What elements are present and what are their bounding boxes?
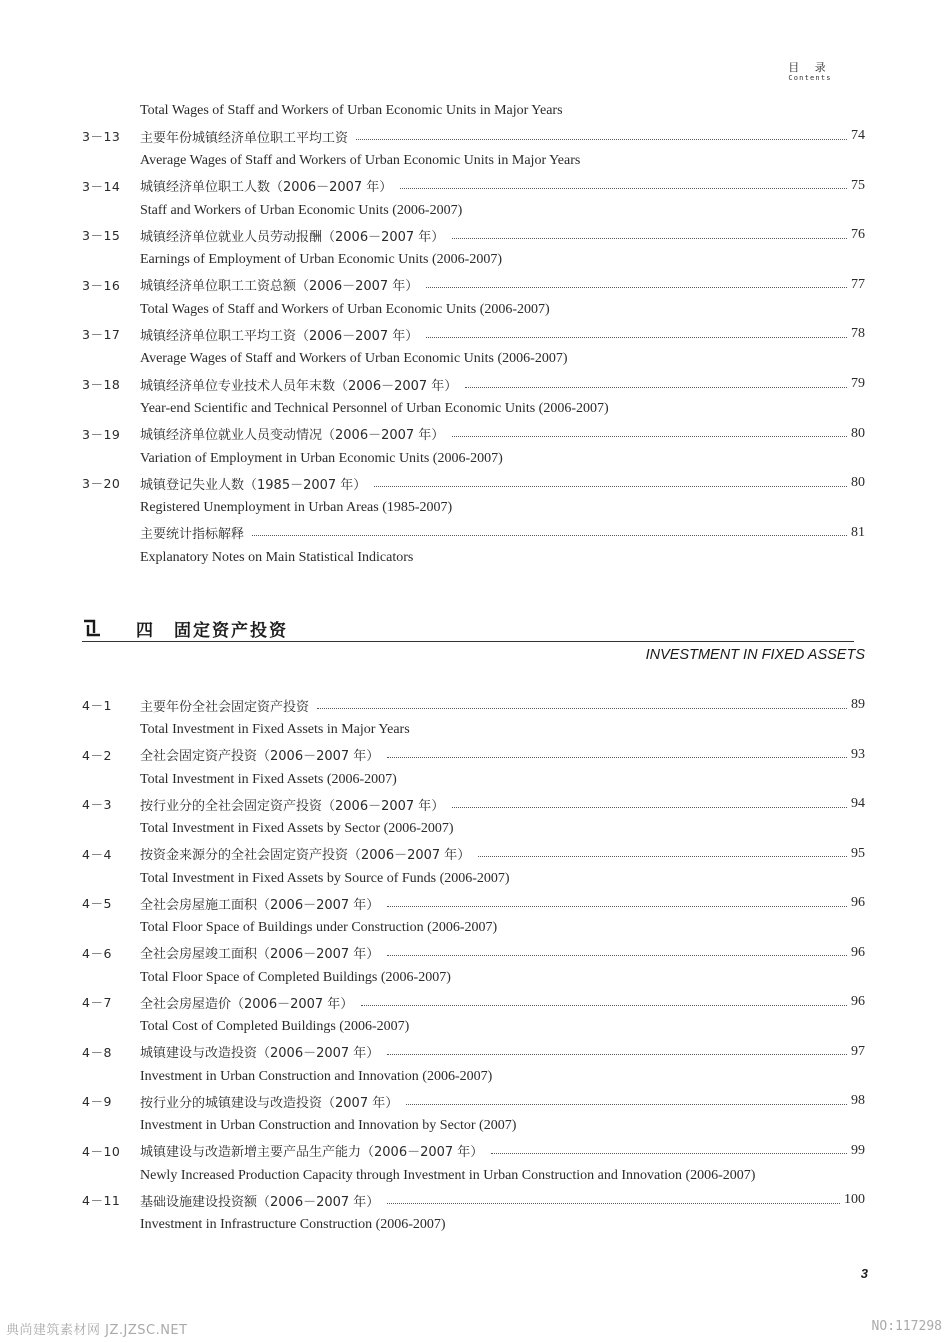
toc-entry-title[interactable]: 城镇经济单位专业技术人员年末数（2006－2007 年） (140, 378, 458, 394)
toc-entry-page[interactable]: 97 (851, 1043, 865, 1059)
toc-leader-dots (361, 1005, 847, 1006)
toc-entry-title[interactable]: 城镇经济单位就业人员劳动报酬（2006－2007 年） (140, 229, 445, 245)
toc-entry-page[interactable]: 94 (851, 796, 865, 811)
toc-entry-page[interactable]: 76 (851, 227, 865, 243)
section-number: 四 (136, 621, 153, 641)
toc-entry-en: Total Investment in Fixed Assets (2006-2007) (140, 771, 397, 787)
toc-entry-page[interactable]: 96 (851, 895, 865, 910)
toc-entry[interactable] (82, 1190, 865, 1210)
toc-entry[interactable] (82, 844, 865, 864)
toc-entry[interactable] (82, 523, 865, 543)
toc-entry-number: 3－16 (82, 277, 121, 293)
toc-entry-en: Investment in Infrastructure Construction (2006-2007) (140, 1217, 446, 1232)
watermark-site: 典尚建筑素材网 JZ.JZSC.NET (6, 1323, 188, 1338)
toc-entry-en: Investment in Urban Construction and Innovation (2006-2007) (140, 1068, 493, 1084)
toc-entry[interactable] (82, 893, 865, 913)
toc-entry-title[interactable]: 全社会房屋施工面积（2006－2007 年） (140, 897, 380, 913)
toc-entry-title[interactable]: 主要年份全社会固定资产投资 (140, 699, 310, 715)
toc-entry-page[interactable]: 99 (851, 1142, 865, 1158)
toc-entry-en: Total Floor Space of Buildings under Construction (2006-2007) (140, 920, 498, 935)
toc-en-line: Total Wages of Staff and Workers of Urban Economic Units in Major Years (140, 103, 563, 118)
toc-leader-dots (465, 387, 847, 388)
section-divider (82, 641, 854, 642)
toc-entry-title[interactable]: 主要年份城镇经济单位职工平均工资 (140, 130, 349, 146)
toc-entry-en: Registered Unemployment in Urban Areas (1985-2007) (140, 500, 453, 516)
section-title-en: INVESTMENT IN FIXED ASSETS (645, 647, 865, 663)
toc-entry-page[interactable]: 93 (851, 746, 865, 762)
toc-entry-page[interactable]: 78 (851, 326, 865, 342)
toc-entry-title[interactable]: 按资金来源分的全社会固定资产投资（2006－2007 年） (140, 848, 471, 863)
toc-leader-dots (400, 188, 847, 189)
toc-entry-title[interactable]: 按行业分的城镇建设与改造投资（2007 年） (140, 1095, 399, 1111)
page-number: 3 (860, 1266, 868, 1281)
toc-leader-dots (491, 1153, 847, 1154)
header-title-en: Contents (788, 74, 832, 82)
toc-entry-en: Explanatory Notes on Main Statistical Indicators (140, 549, 414, 565)
toc-entry-title[interactable]: 全社会固定资产投资（2006－2007 年） (140, 749, 380, 764)
toc-entry-page[interactable]: 81 (851, 524, 865, 540)
toc-entry-en: Variation of Employment in Urban Economic Units (2006-2007) (140, 450, 503, 466)
toc-entry[interactable] (82, 1042, 865, 1062)
toc-entry-en: Investment in Urban Construction and Innovation by Sector (2007) (140, 1118, 517, 1133)
toc-entry-number: 3－20 (82, 476, 121, 492)
toc-entry-number: 3－18 (82, 377, 121, 392)
toc-entry-en: Total Investment in Fixed Assets by Sector (2006-2007) (140, 821, 454, 836)
toc-leader-dots (406, 1104, 847, 1105)
toc-entry-en: Total Cost of Completed Buildings (2006-2007) (140, 1019, 410, 1034)
toc-entry[interactable] (82, 126, 865, 146)
toc-leader-dots (387, 1054, 847, 1055)
toc-entry[interactable] (82, 374, 865, 394)
toc-entry[interactable] (82, 794, 865, 814)
toc-entry[interactable] (82, 473, 865, 493)
watermark-id: NO:117298 (871, 1319, 942, 1334)
toc-entry-title[interactable]: 城镇建设与改造投资（2006－2007 年） (140, 1046, 380, 1061)
toc-entry-page[interactable]: 95 (851, 845, 865, 861)
toc-leader-dots (374, 486, 847, 487)
toc-entry-title[interactable]: 城镇登记失业人数（1985－2007 年） (140, 477, 367, 493)
toc-entry-title[interactable]: 基础设施建设投资额（2006－2007 年） (140, 1194, 380, 1210)
toc-entry-en: Average Wages of Staff and Workers of Urban Economic Units in Major Years (140, 153, 581, 168)
toc-entry-number: 4－3 (82, 797, 112, 812)
toc-entry[interactable] (82, 275, 865, 295)
section-4-heading (82, 615, 854, 643)
toc-leader-dots (387, 1203, 840, 1204)
toc-entry-number: 4－1 (82, 698, 112, 713)
toc-entry-page[interactable]: 100 (844, 1192, 865, 1207)
toc-entry-title[interactable]: 全社会房屋竣工面积（2006－2007 年） (140, 947, 380, 962)
toc-entry-number: 4－5 (82, 896, 112, 911)
toc-entry[interactable] (82, 324, 865, 344)
toc-entry-number: 4－6 (82, 945, 112, 961)
toc-entry-title[interactable]: 按行业分的全社会固定资产投资（2006－2007 年） (140, 798, 445, 814)
toc-entry-number: 3－17 (82, 327, 121, 343)
toc-entry-number: 4－2 (82, 747, 112, 763)
toc-leader-dots (356, 139, 847, 140)
toc-entry[interactable] (82, 695, 865, 715)
toc-entry-number: 4－11 (82, 1193, 121, 1208)
toc-entry-en: Average Wages of Staff and Workers of Urban Economic Units (2006-2007) (140, 351, 568, 367)
toc-entry-number: 3－13 (82, 129, 121, 144)
toc-entry-en: Total Investment in Fixed Assets by Source of Funds (2006-2007) (140, 870, 510, 886)
toc-entry[interactable] (82, 992, 865, 1012)
toc-leader-dots (452, 436, 847, 437)
toc-entry[interactable] (82, 745, 865, 765)
toc-entry-number: 4－10 (82, 1143, 121, 1159)
toc-entry-en: Newly Increased Production Capacity through Investment in Urban Construction and Innovation (2006-2007) (140, 1167, 756, 1183)
toc-leader-dots (387, 906, 847, 907)
toc-entry-en: Total Wages of Staff and Workers of Urban Economic Units (2006-2007) (140, 301, 550, 317)
toc-entry-title[interactable]: 城镇经济单位职工人数（2006－2007 年） (140, 180, 393, 196)
toc-entry-number: 4－7 (82, 995, 112, 1010)
toc-leader-dots (426, 287, 847, 288)
toc-entry[interactable] (82, 176, 865, 196)
toc-entry-en: Year-end Scientific and Technical Personnel of Urban Economic Units (2006-2007) (140, 401, 609, 416)
toc-entry-page[interactable]: 96 (851, 944, 865, 960)
toc-entry-en: Total Investment in Fixed Assets in Major Years (140, 722, 410, 737)
toc-entry[interactable] (82, 943, 865, 963)
toc-entry-page[interactable]: 98 (851, 1093, 865, 1108)
toc-entry-page[interactable]: 80 (851, 475, 865, 491)
toc-entry-title[interactable]: 全社会房屋造价（2006－2007 年） (140, 996, 354, 1012)
toc-leader-dots (252, 535, 847, 536)
toc-leader-dots (387, 757, 847, 758)
toc-entry-title[interactable]: 城镇经济单位职工工资总额（2006－2007 年） (140, 279, 419, 295)
toc-entry-page[interactable]: 75 (851, 177, 865, 193)
toc-entry-page[interactable]: 96 (851, 994, 865, 1009)
header-title-cn: 目 录 (788, 61, 832, 74)
toc-entry-number: 3－14 (82, 178, 121, 194)
toc-entry-title[interactable]: 城镇经济单位就业人员变动情况（2006－2007 年） (140, 428, 445, 444)
toc-entry-en: Staff and Workers of Urban Economic Units (2006-2007) (140, 202, 463, 218)
toc-leader-dots (426, 337, 847, 338)
toc-entry-en: Total Floor Space of Completed Buildings (2006-2007) (140, 969, 451, 985)
toc-leader-dots (317, 708, 847, 709)
toc-entry-page[interactable]: 77 (851, 276, 865, 292)
toc-entry-page[interactable]: 80 (851, 425, 865, 441)
section-title: 固定资产投资 (174, 621, 288, 641)
toc-entry-title[interactable]: 主要统计指标解释 (140, 527, 245, 543)
section-bracket-icon (82, 619, 102, 637)
toc-entry-page[interactable]: 74 (851, 128, 865, 143)
toc-entry-number: 3－15 (82, 228, 121, 244)
toc-entry-en: Earnings of Employment of Urban Economic Units (2006-2007) (140, 252, 502, 268)
toc-leader-dots (387, 955, 847, 956)
toc-entry-title[interactable]: 城镇建设与改造新增主要产品生产能力（2006－2007 年） (140, 1145, 484, 1160)
toc-entry-title[interactable]: 城镇经济单位职工平均工资（2006－2007 年） (140, 328, 419, 344)
toc-entry[interactable] (82, 1141, 865, 1161)
toc-entry[interactable] (82, 424, 865, 444)
toc-entry[interactable] (82, 225, 865, 245)
toc-entry[interactable] (82, 1091, 865, 1111)
toc-entry-number: 4－8 (82, 1044, 112, 1060)
toc-entry-page[interactable]: 89 (851, 697, 865, 712)
toc-leader-dots (478, 856, 847, 857)
toc-entry-number: 4－9 (82, 1094, 112, 1109)
toc-entry-page[interactable]: 79 (851, 376, 865, 391)
toc-entry-number: 3－19 (82, 426, 121, 442)
toc-leader-dots (452, 807, 847, 808)
toc-leader-dots (452, 238, 847, 239)
toc-entry-number: 4－4 (82, 846, 112, 862)
